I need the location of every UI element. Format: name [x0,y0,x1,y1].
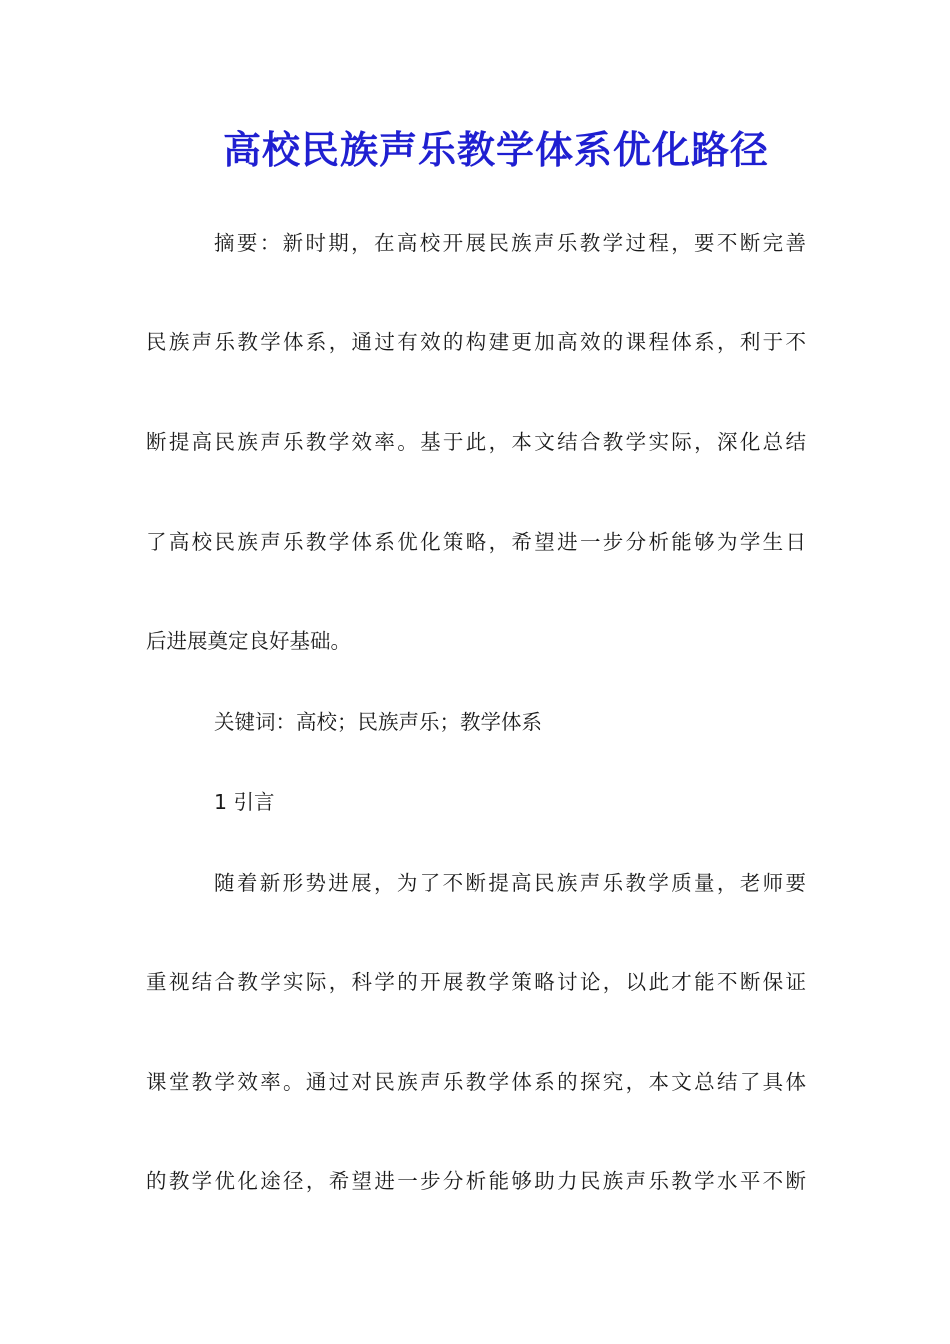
intro-line-4: 的教学优化途径，希望进一步分析能够助力民族声乐教学水平不断 [146,1169,806,1193]
section-heading-introduction: 1 引言 [214,790,275,814]
document-title: 高校民族声乐教学体系优化路径 [222,127,769,172]
intro-line-3: 课堂教学效率。通过对民族声乐教学体系的探究，本文总结了具体 [146,1070,806,1094]
intro-line-2: 重视结合教学实际，科学的开展教学策略讨论，以此才能不断保证 [146,970,806,994]
intro-line-1: 随着新形势进展，为了不断提高民族声乐教学质量，老师要 [214,871,806,895]
abstract-line-4: 了高校民族声乐教学体系优化策略，希望进一步分析能够为学生日 [146,530,806,554]
abstract-line-2: 民族声乐教学体系，通过有效的构建更加高效的课程体系，利于不 [146,330,806,354]
abstract-line-1: 摘要：新时期，在高校开展民族声乐教学过程，要不断完善 [214,231,806,255]
keywords-line: 关键词：高校；民族声乐；教学体系 [214,710,542,734]
abstract-line-3: 断提高民族声乐教学效率。基于此，本文结合教学实际，深化总结 [146,430,806,454]
abstract-line-5: 后进展奠定良好基础。 [146,629,351,653]
